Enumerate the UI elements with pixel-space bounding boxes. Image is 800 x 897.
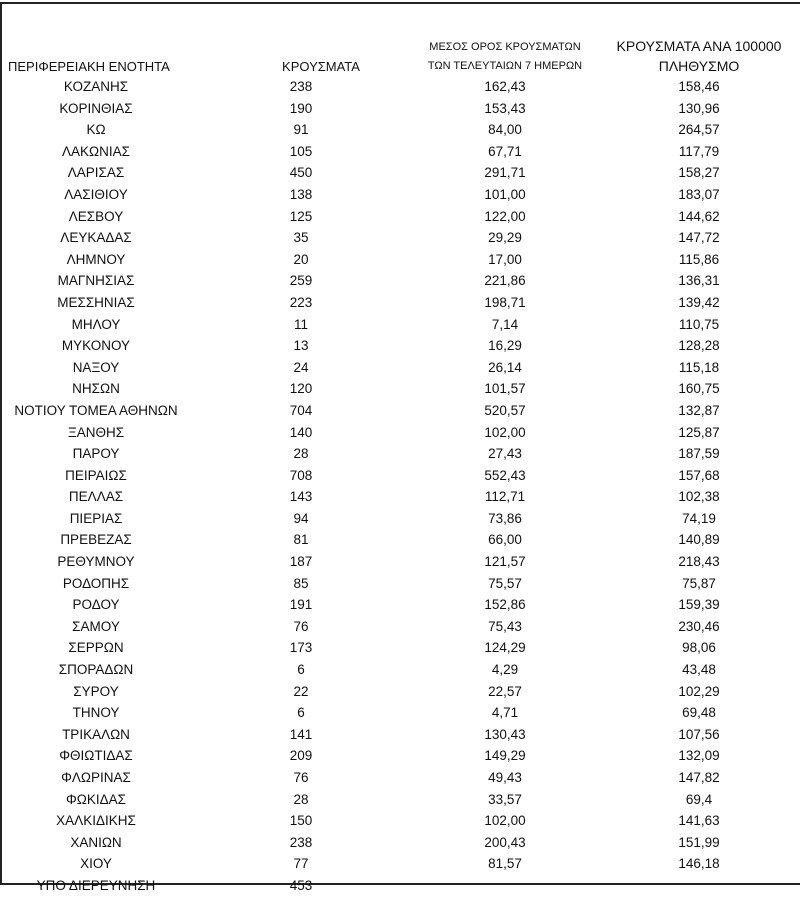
table-row [2,745,800,767]
per-100000-cell: 132,09 [678,748,720,764]
per-100000-cell [598,875,800,897]
per-100000-cell: 146,18 [678,856,720,872]
table-row [2,594,800,616]
cases-cell: 28 [293,791,309,807]
table-row [2,573,800,595]
avg-cell: 66,00 [488,532,522,548]
per-100000-cell: 264,57 [678,122,720,138]
avg-cell: 124,29 [484,640,526,656]
cases-cell: 20 [293,251,309,267]
table-row [2,314,800,336]
header-avg: ΜΕΣΟΣ ΟΡΟΣ ΚΡΟΥΣΜΑΤΩΝ ΤΩΝ ΤΕΛΕΥΤΑΙΩΝ 7 ΗΜΕΡΩΝ [427,41,583,72]
cases-cell: 22 [293,683,309,699]
per-100000-cell: 115,86 [678,251,720,267]
cases-cell: 190 [289,100,313,116]
table-row [2,659,800,681]
cases-cell: 94 [293,510,309,526]
per-100000-cell: 74,19 [682,510,716,526]
table-row [2,724,800,746]
cases-cell: 150 [289,813,313,829]
avg-cell: 112,71 [484,489,526,505]
region-cell: ΚΟΖΑΝΗΣ [63,79,129,94]
table-row [2,616,800,638]
avg-cell: 101,57 [484,381,526,397]
per-100000-cell: 218,43 [678,554,720,570]
cases-cell: 450 [289,165,313,181]
cases-cell: 91 [293,122,309,138]
table-row [2,789,800,811]
table-row [2,227,800,249]
per-100000-cell: 187,59 [678,446,720,462]
region-cell: ΦΘΙΩΤΙΔΑΣ [59,748,133,764]
avg-cell: 162,43 [484,79,526,94]
table-row [2,443,800,465]
cases-cell: 453 [289,877,313,893]
avg-cell: 130,43 [484,726,526,742]
table-row [2,508,800,530]
table-row [2,270,800,292]
region-cell: ΣΠΟΡΑΔΩΝ [58,662,134,678]
cases-cell: 140 [289,424,313,440]
avg-cell: 149,29 [484,748,526,764]
region-cell: ΝΑΞΟΥ [72,359,120,375]
table-row [2,292,800,314]
table-row [2,422,800,444]
cases-cell: 141 [289,726,313,742]
cases-cell: 704 [289,402,313,418]
header-cases: ΚΡΟΥΣΜΑΤΑ [282,59,360,74]
per-100000-cell: 69,48 [682,705,716,721]
avg-cell: 121,57 [484,554,526,570]
table-row [2,551,800,573]
table-row [2,832,800,854]
per-100000-cell: 125,87 [678,424,720,440]
cases-cell: 173 [289,640,313,656]
per-100000-cell: 160,75 [678,381,720,397]
table-row [2,400,800,422]
per-100000-cell: 117,79 [678,143,720,159]
table-row [2,335,800,357]
avg-cell: 75,43 [488,618,522,634]
per-100000-cell: 230,46 [678,618,720,634]
cases-cell: 125 [289,208,313,224]
region-cell: ΠΕΛΛΑΣ [68,489,124,505]
cases-cell: 223 [289,294,313,310]
region-cell: ΤΡΙΚΑΛΩΝ [62,726,130,742]
per-100000-cell: 136,31 [678,273,720,289]
avg-cell: 17,00 [488,251,522,267]
per-100000-cell: 183,07 [678,186,720,202]
per-100000-cell: 98,06 [682,640,716,656]
region-cell: ΧΙΟΥ [80,856,112,872]
region-cell: ΞΑΝΘΗΣ [67,424,125,440]
avg-cell: 152,86 [484,597,526,613]
per-100000-cell: 151,99 [678,834,720,850]
region-cell: ΚΟΡΙΝΘΙΑΣ [59,100,133,116]
avg-cell: 81,57 [488,856,522,872]
region-cell: ΚΩ [86,122,106,138]
region-cell: ΛΑΚΩΝΙΑΣ [62,143,130,159]
cases-cell: 191 [289,597,313,613]
cases-cell: 187 [289,554,313,570]
region-cell: ΛΕΥΚΑΔΑΣ [60,230,132,246]
per-100000-cell: 158,27 [678,165,720,181]
table-row [2,357,800,379]
per-100000-cell: 159,39 [678,597,720,613]
region-cell: ΜΥΚΟΝΟΥ [61,338,131,354]
region-cell: ΦΛΩΡΙΝΑΣ [61,770,131,785]
region-cell: ΠΕΙΡΑΙΩΣ [65,467,127,483]
cases-cell: 143 [289,489,313,505]
avg-cell: 7,14 [491,316,519,332]
cases-cell: 138 [289,186,313,202]
avg-cell: 122,00 [484,208,526,224]
per-100000-cell: 139,42 [678,294,720,310]
avg-cell: 4,29 [491,662,519,678]
avg-cell: 4,71 [491,705,519,721]
region-cell: ΡΟΔΟΥ [72,597,120,613]
cases-table [2,34,800,897]
table-row [2,76,800,98]
region-cell: ΣΥΡΟΥ [73,683,119,699]
table-row [2,486,800,508]
cases-cell: 105 [289,143,313,159]
region-cell: ΠΡΕΒΕΖΑΣ [60,532,132,548]
region-cell: ΣΕΡΡΩΝ [68,640,124,656]
cases-cell: 76 [293,618,309,634]
per-100000-cell: 43,48 [682,662,716,678]
table-row [2,529,800,551]
cases-cell: 209 [289,748,313,764]
table-row [2,206,800,228]
table-row [2,875,800,897]
avg-cell: 49,43 [488,770,522,785]
avg-cell: 153,43 [484,100,526,116]
cases-cell: 85 [293,575,309,591]
region-cell: ΛΑΡΙΣΑΣ [67,165,125,181]
table-row [2,249,800,271]
per-100000-cell: 140,89 [678,532,720,548]
per-100000-cell: 130,96 [678,100,720,116]
table-row [2,141,800,163]
avg-cell [412,875,598,897]
avg-cell: 26,14 [488,359,522,375]
cases-cell: 259 [289,273,313,289]
avg-cell: 29,29 [488,230,522,246]
per-100000-cell: 144,62 [678,208,720,224]
table-row [2,119,800,141]
cases-cell: 24 [293,359,309,375]
avg-cell: 198,71 [484,294,526,310]
avg-cell: 552,43 [484,467,526,483]
header-row [2,34,800,76]
cases-cell: 13 [293,338,309,354]
region-cell: ΠΙΕΡΙΑΣ [69,510,123,526]
per-100000-cell: 132,87 [678,402,720,418]
region-cell: ΠΑΡΟΥ [72,446,120,462]
per-100000-cell: 115,18 [678,359,720,375]
per-100000-cell: 110,75 [678,316,720,332]
header-region: ΠΕΡΙΦΕΡΕΙΑΚΗ ΕΝΟΤΗΤΑ [8,59,170,74]
avg-cell: 27,43 [488,446,522,462]
avg-cell: 75,57 [488,575,522,591]
avg-cell: 73,86 [488,510,522,526]
table-row [2,465,800,487]
per-100000-cell: 102,38 [678,489,720,505]
table-row [2,162,800,184]
avg-cell: 22,57 [488,683,522,699]
header-per-100000: ΚΡΟΥΣΜΑΤΑ ΑΝΑ 100000 ΠΛΗΘΥΣΜΟ [616,38,782,74]
avg-cell: 33,57 [488,791,522,807]
table-row [2,810,800,832]
cases-cell: 35 [293,230,309,246]
per-100000-cell: 107,56 [678,726,720,742]
avg-cell: 291,71 [484,165,526,181]
cases-cell: 120 [289,381,313,397]
region-cell: ΤΗΝΟΥ [72,705,120,721]
region-cell: ΦΩΚΙΔΑΣ [66,791,126,807]
region-cell: ΣΑΜΟΥ [72,618,120,634]
avg-cell: 102,00 [484,813,526,829]
region-cell: ΝΗΣΩΝ [72,381,120,397]
avg-cell: 221,86 [484,273,526,289]
cases-cell: 11 [293,316,308,332]
region-cell: ΧΑΝΙΩΝ [70,834,122,850]
top-border [0,2,800,4]
per-100000-cell: 147,82 [678,770,720,785]
region-cell: ΛΑΣΙΘΙΟΥ [64,186,128,202]
avg-cell: 67,71 [488,143,522,159]
region-cell: ΝΟΤΙΟΥ ΤΟΜΕΑ ΑΘΗΝΩΝ [14,402,178,418]
avg-cell: 101,00 [484,186,526,202]
table-row [2,184,800,206]
region-cell: ΧΑΛΚΙΔΙΚΗΣ [56,813,136,829]
table-row [2,681,800,703]
cases-cell: 81 [293,532,309,548]
avg-cell: 520,57 [484,402,526,418]
region-cell: ΛΗΜΝΟΥ [66,251,126,267]
per-100000-cell: 128,28 [678,338,720,354]
cases-cell: 77 [293,856,309,872]
region-cell: ΡΟΔΟΠΗΣ [62,575,130,591]
per-100000-cell: 102,29 [678,683,720,699]
region-cell: ΡΕΘΥΜΝΟΥ [57,554,135,570]
cases-cell: 708 [289,467,313,483]
table-row [2,378,800,400]
region-cell: ΥΠΟ ΔΙΕΡΕΥΝΗΣΗ [36,877,156,893]
cases-cell: 6 [297,662,305,678]
table-row [2,702,800,724]
avg-cell: 84,00 [488,122,522,138]
avg-cell: 200,43 [484,834,526,850]
per-100000-cell: 157,68 [678,467,720,483]
avg-cell: 16,29 [488,338,522,354]
region-cell: ΜΗΛΟΥ [71,316,121,332]
cases-cell: 76 [293,770,309,785]
cases-cell: 238 [289,79,313,94]
per-100000-cell: 147,72 [678,230,720,246]
cases-cell: 6 [297,705,305,721]
per-100000-cell: 141,63 [678,813,720,829]
per-100000-cell: 158,46 [678,79,720,94]
per-100000-cell: 69,4 [685,791,713,807]
cases-cell: 238 [289,834,313,850]
region-cell: ΜΑΓΝΗΣΙΑΣ [57,273,135,289]
table-row [2,853,800,875]
table-row [2,637,800,659]
table-row [2,767,800,789]
avg-cell: 102,00 [484,424,526,440]
region-cell: ΛΕΣΒΟΥ [68,208,124,224]
region-cell: ΜΕΣΣΗΝΙΑΣ [57,294,135,310]
cases-cell: 28 [293,446,309,462]
table-row [2,98,800,120]
per-100000-cell: 75,87 [682,575,716,591]
